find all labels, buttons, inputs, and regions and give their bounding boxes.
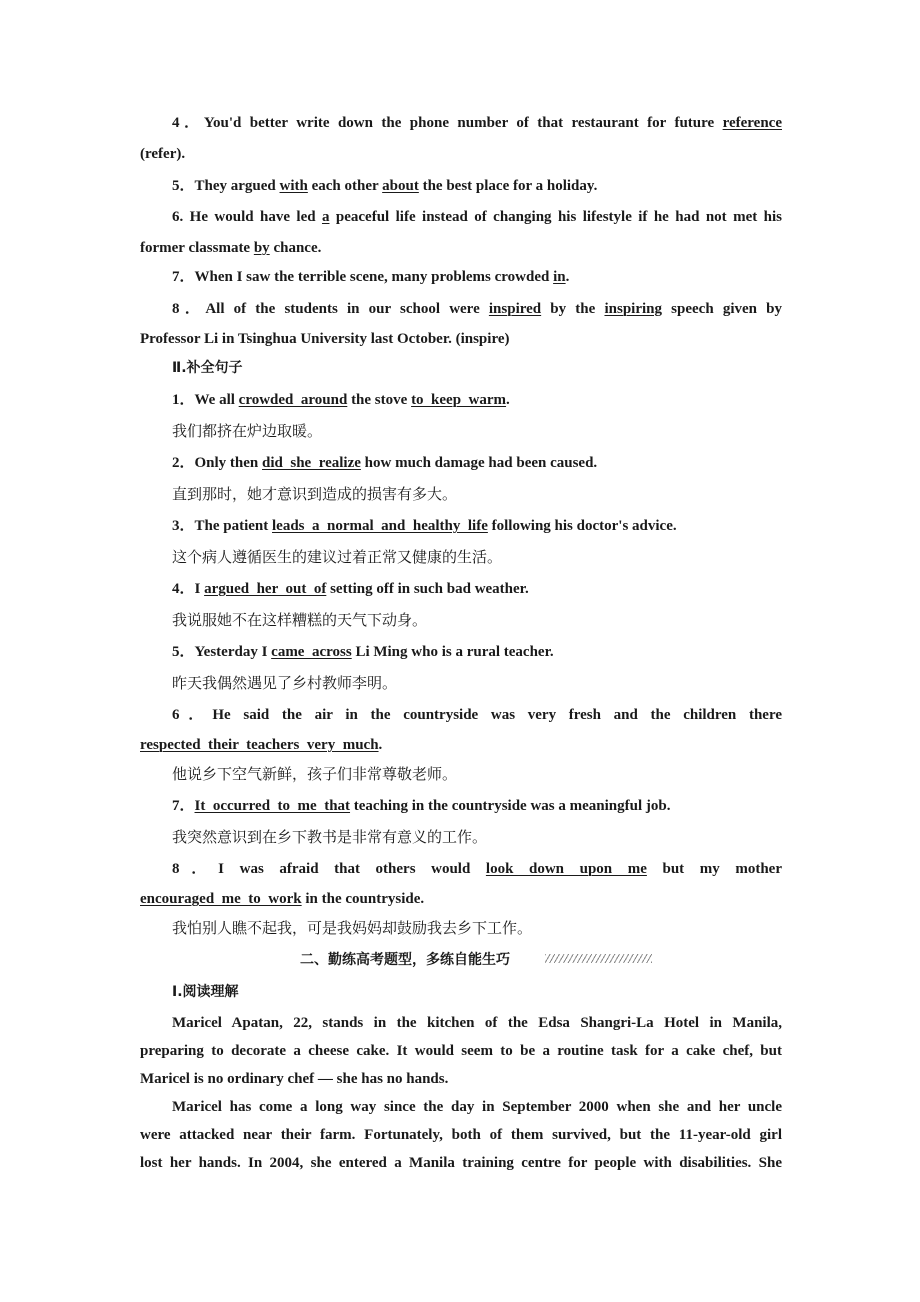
answer-blank: encouraged me to work xyxy=(140,891,302,907)
sentence-6-translation: 他说乡下空气新鲜，孩子们非常尊敬老师。 xyxy=(172,765,458,783)
answer-blank: reference xyxy=(722,115,782,131)
item-6-line-1: 6. He would have led a peaceful life instead of changing his lifestyle if he had not met his xyxy=(172,209,782,225)
answer-blank: in xyxy=(553,269,566,285)
passage-p1-line-3: Maricel is no ordinary chef — she has no hands. xyxy=(140,1071,449,1087)
answer-blank: inspiring xyxy=(604,301,662,317)
sentence-7: 7．It occurred to me that teaching in the countryside was a meaningful job. xyxy=(172,798,671,814)
item-6-line-2: former classmate by chance. xyxy=(140,240,322,256)
answer-blank: respected their teachers very much xyxy=(140,737,379,753)
sentence-6-line-1: 6．He said the air in the countryside was very fresh and the children there xyxy=(172,707,782,723)
answer-blank: about xyxy=(382,178,419,194)
item-4-line-1: 4．You'd better write down the phone number of that restaurant for future reference xyxy=(172,115,782,131)
section-title-complete-sentences: Ⅱ.补全句子 xyxy=(172,360,243,376)
answer-blank: by xyxy=(253,240,270,256)
sentence-5: 5．Yesterday I came across Li Ming who is a rural teacher. xyxy=(172,644,554,660)
sentence-2: 2．Only then did she realize how much damage had been caused. xyxy=(172,455,598,471)
sentence-8-line-1: 8．I was afraid that others would look down upon me but my mother xyxy=(172,861,782,877)
answer-blank: inspired xyxy=(488,301,542,317)
reading-title: Ⅰ.阅读理解 xyxy=(172,984,239,1000)
item-4-line-2: (refer). xyxy=(140,146,186,162)
answer-blank: to keep warm xyxy=(411,392,507,408)
answer-blank: crowded around xyxy=(238,392,348,408)
answer-blank: came across xyxy=(271,644,352,660)
sentence-5-translation: 昨天我偶然遇见了乡村教师李明。 xyxy=(172,674,398,692)
sentence-4: 4．I argued her out of setting off in such bad weather. xyxy=(172,581,529,597)
answer-blank: It occurred to me that xyxy=(194,798,351,814)
passage-p2-line-3: lost her hands. In 2004, she entered a Manila training centre for people with disabilities. She xyxy=(140,1155,782,1171)
answer-blank: look down upon me xyxy=(485,861,647,877)
sentence-8-line-2: encouraged me to work in the countryside. xyxy=(140,891,425,907)
answer-blank: did she realize xyxy=(262,455,361,471)
sentence-3-translation: 这个病人遵循医生的建议过着正常又健康的生活。 xyxy=(172,548,503,566)
sentence-8-translation: 我怕别人瞧不起我，可是我妈妈却鼓励我去乡下工作。 xyxy=(172,919,533,937)
answer-blank: leads a normal and healthy life xyxy=(272,518,488,534)
answer-blank: a xyxy=(321,209,330,225)
item-7: 7．When I saw the terrible scene, many problems crowded in. xyxy=(172,269,570,285)
sentence-6-line-2: respected their teachers very much. xyxy=(140,737,383,753)
sentence-7-translation: 我突然意识到在乡下教书是非常有意义的工作。 xyxy=(172,828,488,846)
passage-p1-line-2: preparing to decorate a cheese cake. It would seem to be a routine task for a cake chef, but xyxy=(140,1043,782,1059)
answer-blank: with xyxy=(279,178,308,194)
section-heading: 二、勤练高考题型，多练自能生巧 xyxy=(300,952,510,968)
sentence-4-translation: 我说服她不在这样糟糕的天气下动身。 xyxy=(172,611,428,629)
answer-blank: argued her out of xyxy=(204,581,327,597)
sentence-2-translation: 直到那时，她才意识到造成的损害有多大。 xyxy=(172,485,458,503)
sentence-3: 3．The patient leads a normal and healthy life following his doctor's advice. xyxy=(172,518,677,534)
sentence-1: 1．We all crowded around the stove to keep warm. xyxy=(172,392,510,408)
item-8-line-2: Professor Li in Tsinghua University last October. (inspire) xyxy=(140,331,510,347)
item-5: 5．They argued with each other about the best place for a holiday. xyxy=(172,178,598,194)
passage-p2-line-1: Maricel has come a long way since the day in September 2000 when she and her uncle xyxy=(172,1099,782,1115)
passage-p1-line-1: Maricel Apatan, 22, stands in the kitchen of the Edsa Shangri-La Hotel in Manila, xyxy=(172,1015,782,1031)
item-8-line-1: 8．All of the students in our school were inspired by the inspiring speech given by xyxy=(172,301,782,317)
passage-p2-line-2: were attacked near their farm. Fortunately, both of them survived, but the 11-year-old girl xyxy=(140,1127,782,1143)
decorative-hatch xyxy=(545,954,652,963)
sentence-1-translation: 我们都挤在炉边取暖。 xyxy=(172,422,323,440)
